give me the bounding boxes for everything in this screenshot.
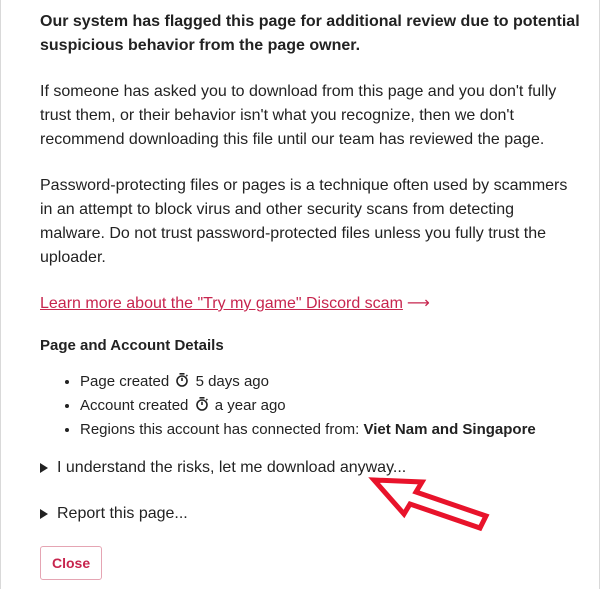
close-button[interactable]: Close	[40, 546, 102, 580]
password-warning-paragraph: Password-protecting files or pages is a technique often used by scammers in an attempt to block virus and other security scans from detecting malware. Do not trust password-protected files unless you fully trust the uploader.	[40, 177, 568, 266]
stopwatch-icon	[175, 373, 189, 387]
learn-more-link-text: Learn more about the "Try my game" Discord scam	[40, 295, 403, 312]
disclosure-triangle-icon	[40, 463, 48, 473]
warning-headline: Our system has flagged this page for additional review due to potential suspicious behavior from the page owner.	[40, 13, 580, 54]
report-page-label: Report this page...	[57, 505, 188, 522]
annotation-arrow-icon	[366, 468, 490, 532]
account-created-value: a year ago	[214, 397, 286, 414]
flagged-page-notice	[40, 10, 580, 580]
learn-more-link[interactable]	[40, 292, 430, 316]
detail-regions	[80, 418, 580, 442]
arrow-right-icon: ⟶	[406, 295, 430, 312]
regions-value: Viet Nam and Singapore	[363, 421, 536, 438]
details-list	[40, 370, 580, 442]
disclosure-triangle-icon	[40, 509, 48, 519]
account-created-label: Account created	[80, 397, 189, 414]
regions-label: Regions this account has connected from:	[80, 421, 360, 438]
report-page-toggle[interactable]	[40, 502, 580, 526]
download-anyway-toggle[interactable]	[40, 456, 580, 480]
detail-page-created	[80, 370, 580, 394]
trust-warning-paragraph: If someone has asked you to download from this page and you don't fully trust them, or their behavior isn't what you recognize, then we don't recommend downloading this file until our team has reviewed the page.	[40, 83, 557, 148]
page-created-value: 5 days ago	[195, 373, 269, 390]
page-left-border	[0, 0, 1, 589]
download-anyway-label: I understand the risks, let me download anyway...	[57, 459, 407, 476]
stopwatch-icon	[195, 397, 209, 411]
page-created-label: Page created	[80, 373, 170, 390]
detail-account-created	[80, 394, 580, 418]
details-section-title: Page and Account Details	[40, 337, 224, 354]
